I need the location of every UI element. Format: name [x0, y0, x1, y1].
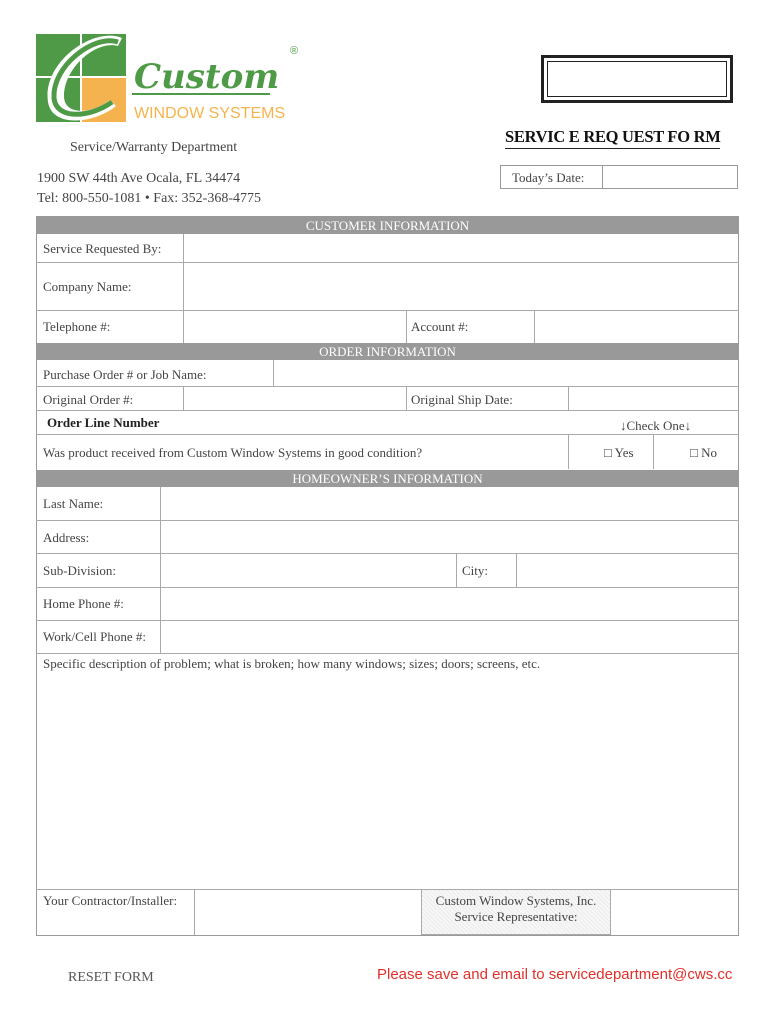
work-phone-field[interactable]: [161, 621, 738, 652]
company-logo: [34, 32, 306, 128]
yes-checkbox[interactable]: □ Yes: [604, 445, 634, 460]
contractor-label: Your Contractor/Installer:: [43, 893, 178, 908]
city-label: City:: [462, 563, 489, 578]
last-name-label: Last Name:: [43, 496, 104, 511]
po-job-label: Purchase Order # or Job Name:: [43, 367, 207, 382]
account-field[interactable]: [535, 311, 738, 342]
department-name: Service/Warranty Department: [70, 140, 238, 155]
form-title: SERVIC E REQ UEST FO RM: [505, 127, 720, 149]
service-requested-by-field[interactable]: [184, 234, 738, 262]
work-phone-label: Work/Cell Phone #:: [43, 629, 146, 644]
reset-form-button[interactable]: RESET FORM: [68, 970, 154, 985]
homeowner-info-header: HOMEOWNER’S INFORMATION: [36, 470, 739, 487]
logo-subtitle: WINDOW SYSTEMS: [134, 105, 286, 122]
todays-date-row: [500, 165, 738, 189]
contractor-field[interactable]: [195, 890, 420, 934]
company-name-label: Company Name:: [43, 279, 132, 294]
original-ship-date-field[interactable]: [569, 387, 738, 409]
registered-mark: ®: [290, 45, 299, 57]
description-label: Specific description of problem; what is broken; how many windows; sizes; doors; screens, etc.: [43, 656, 541, 671]
original-ship-date-label: Original Ship Date:: [411, 392, 513, 407]
address-label: Address:: [43, 530, 90, 545]
order-info-header: ORDER INFORMATION: [36, 343, 739, 360]
rep-label: Service Representative:: [454, 909, 578, 924]
check-one-label: ↓Check One↓: [620, 418, 692, 433]
email-instructions: Please save and email to servicedepartment@cws.cc: [377, 966, 733, 983]
company-name-field[interactable]: [184, 263, 738, 309]
customer-info-header: CUSTOMER INFORMATION: [36, 217, 739, 234]
original-order-label: Original Order #:: [43, 392, 134, 407]
rep-company-label: Custom Window Systems, Inc.: [435, 893, 597, 908]
subdivision-field[interactable]: [161, 554, 455, 586]
order-line-number-label: Order Line Number: [47, 415, 160, 430]
no-checkbox[interactable]: □ No: [690, 445, 717, 460]
account-label: Account #:: [411, 319, 469, 334]
description-field[interactable]: [37, 672, 738, 888]
address-field[interactable]: [161, 521, 738, 553]
telephone-field[interactable]: [184, 311, 405, 342]
service-rep-box: [421, 889, 611, 935]
home-phone-field[interactable]: [161, 588, 738, 619]
telephone-label: Telephone #:: [43, 319, 111, 334]
service-rep-field[interactable]: [612, 890, 738, 934]
condition-question: Was product received from Custom Window Systems in good condition?: [43, 445, 423, 460]
company-phones: Tel: 800-550-1081 • Fax: 352-368-4775: [37, 191, 262, 206]
office-use-box: [541, 55, 733, 103]
subdivision-label: Sub-Division:: [43, 563, 116, 578]
original-order-field[interactable]: [184, 387, 405, 409]
todays-date-label: Today’s Date:: [512, 170, 585, 185]
logo-wordmark: Custom: [134, 57, 280, 97]
todays-date-field[interactable]: [603, 166, 737, 188]
po-job-field[interactable]: [274, 361, 738, 385]
city-field[interactable]: [517, 554, 738, 586]
service-requested-by-label: Service Requested By:: [43, 241, 162, 256]
last-name-field[interactable]: [161, 488, 738, 520]
home-phone-label: Home Phone #:: [43, 596, 124, 611]
company-address: 1900 SW 44th Ave Ocala, FL 34474: [37, 171, 241, 186]
